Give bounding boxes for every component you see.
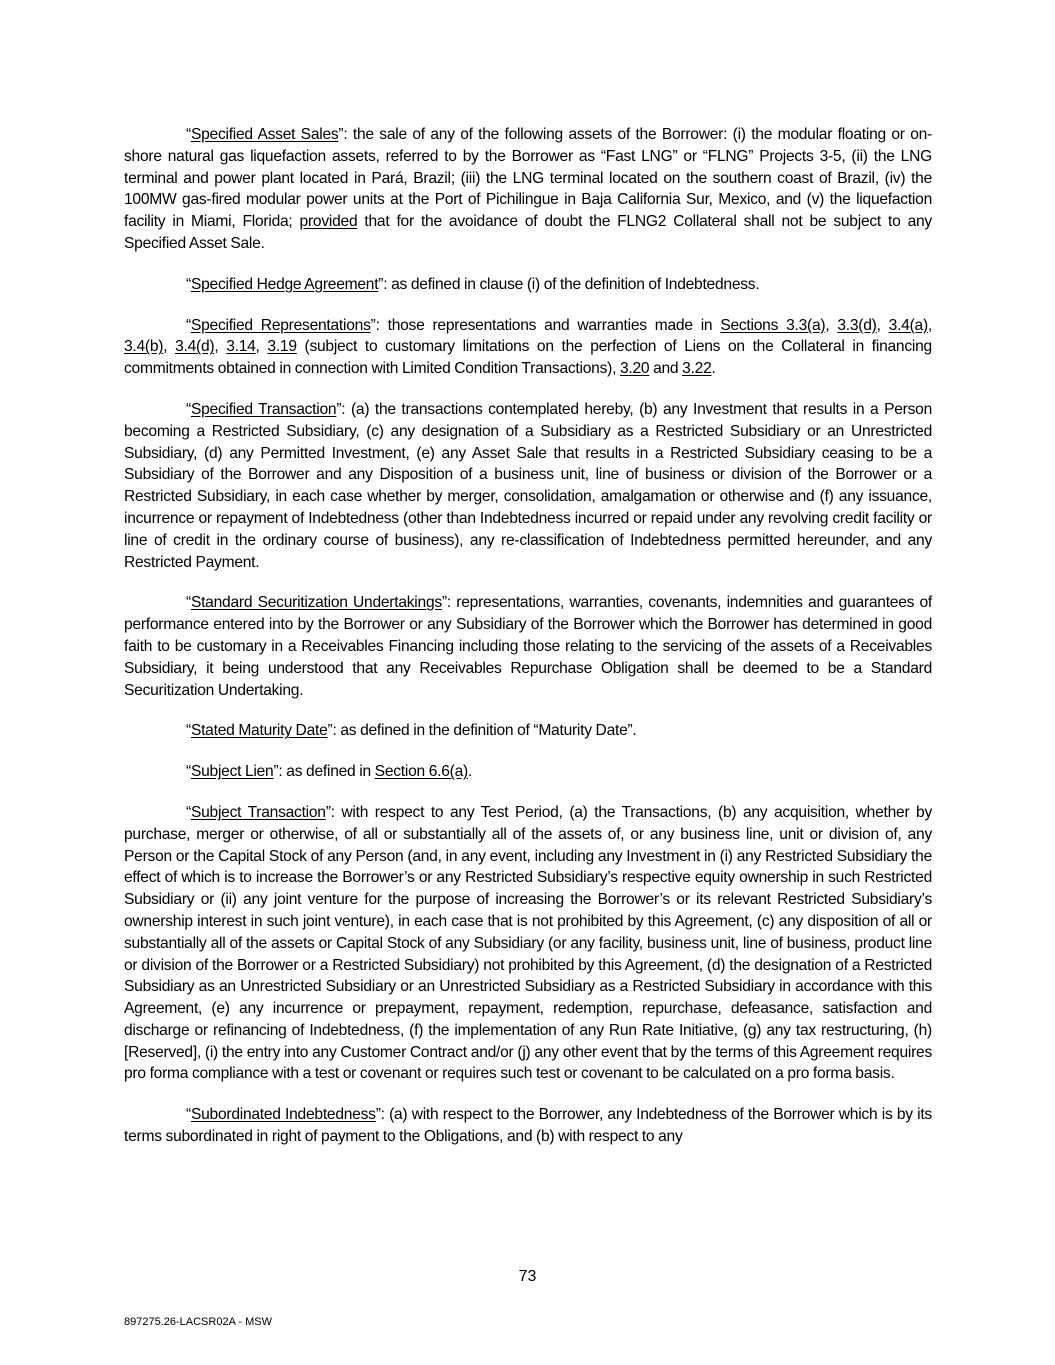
cross-reference: 3.4(b): [124, 338, 164, 356]
cross-reference: 3.3(d): [837, 316, 877, 334]
definition-text: ,: [214, 338, 227, 356]
definition-text: that for the avoidance of doubt the FLNG2 Collateral shall not be subject to any Specified Asset Sale.: [124, 213, 932, 252]
definition-text: as defined in clause (i) of the definition of Indebtedness.: [391, 275, 760, 293]
cross-reference: 3.14: [226, 338, 256, 356]
definition-paragraph: “Subject Lien”: as defined in Section 6.6(a).: [186, 763, 473, 781]
defined-term: Specified Transaction: [190, 400, 337, 418]
cross-reference: 3.4(a): [888, 316, 928, 334]
defined-term: Subordinated Indebtedness: [190, 1106, 376, 1124]
definition-text: ,: [255, 338, 268, 356]
definition-text: ,: [825, 316, 838, 334]
definition-text: (subject to customary limitations on the perfection of Liens on the Collateral in financing commitments obtained in connection with Limited Condition Transactions),: [124, 338, 932, 378]
defined-term: Specified Hedge Agreement: [190, 275, 379, 293]
definition-paragraph: “Standard Securitization Undertakings”: representations, warranties, covenants, indemnities and guarantees of performance entered into by the Borrower or any Subsidiary of the Borrower which the Borrower has determined in good faith to be customary in a Receivables Financing including those relating to the servicing of the assets of a Receivables Subsidiary, it being understood that any Receivables Repurchase Obligation shall be deemed to be a Standard Securitization Undertaking.: [124, 594, 933, 699]
definition-text: with respect to any Test Period, (a) the Transactions, (b) any acquisition, whether by purchase, merger or otherwise, of all or substantially all of the assets of, or any business line, unit or division of, any Person or the Capital Stock of any Person (and, in any event, including any Investment in (i) any Restricted Subsidiary the effect of which is to increase the Borrower’s or any Restricted Subsidiary’s respective equity ownership in such Restricted Subsidiary or (ii) any joint venture for the purpose of increasing the Borrower’s or its relevant Restricted Subsidiary’s ownership interest in such joint venture), in each case that is not prohibited by this Agreement, (c) any disposition of all or substantially all of the assets or Capital Stock of any Subsidiary (or any facility, business unit, line of business, product line or division of the Borrower or a Restricted Subsidiary) not prohibited by this Agreement, (d) the designation of a Restricted Subsidiary as an Unrestricted Subsidiary or an Unrestricted Subsidiary as a Restricted Subsidiary in accordance with this Agreement, (e) any incurrence or prepayment, repayment, redemption, repurchase, defeasance, satisfaction and discharge or refinancing of Indebtedness, (f) the implementation of any Run Rate Initiative, (g) any tax restructuring, (h) [Reserved], (i) the entry into any Customer Contract and/or (j) any other event that by the terms of this Agreement requires pro forma compliance with a test or covenant or requires such test or covenant to be calculated on a pro forma basis.: [124, 803, 933, 1083]
definition-paragraph: “Specified Hedge Agreement”: as defined in clause (i) of the definition of Indebtedness.: [186, 275, 760, 293]
definition-text: and: [649, 360, 683, 378]
defined-term: Stated Maturity Date: [190, 722, 328, 740]
definition-text: (a) with respect to the Borrower, any Indebtedness of the Borrower which is by its terms subordinated in right of payment to the Obligations, and (b) with respect to any: [124, 1106, 932, 1146]
defined-term: Specified Representations: [190, 316, 371, 334]
defined-term: Standard Securitization Undertakings: [190, 594, 442, 612]
defined-term: Subject Transaction: [190, 803, 326, 821]
definition-text: as defined in the definition of “Maturity Date”.: [340, 722, 637, 740]
cross-reference: provided: [299, 213, 358, 231]
definition-text: ,: [163, 338, 176, 356]
defined-term: Subject Lien: [190, 763, 274, 781]
cross-reference: 3.19: [267, 338, 297, 356]
definition-text: .: [467, 763, 473, 781]
definition-paragraph: “Subordinated Indebtedness”: (a) with respect to the Borrower, any Indebtedness of the Borrower which is by its terms subordinated in right of payment to the Obligations, and (b) with respect to any: [124, 1106, 932, 1146]
definition-text: representations, warranties, covenants, indemnities and guarantees of performance entered into by the Borrower or any Subsidiary of the Borrower which the Borrower has determined in good faith to be customary in a Receivables Financing including those relating to the servicing of the assets of a Receivables Subsidiary, it being understood that any Receivables Repurchase Obligation shall be deemed to be a Standard Securitization Undertaking.: [124, 594, 933, 699]
definition-paragraph: “Specified Asset Sales”: the sale of any of the following assets of the Borrower: (i) the modular floating or on-shore natural gas liquefaction assets, referred to by the Borrower as “Fast LNG” or “FLNG” Projects 3-5, (ii) the LNG terminal and power plant located in Pará, Brazil; (iii) the LNG terminal located on the southern coast of Brazil, (iv) the 100MW gas-fired modular power units at the Port of Pichilingue in Baja California Sur, Mexico, and (v) the liquefaction facility in Miami, Florida; provided that for the avoidance of doubt the FLNG2 Collateral shall not be subject to any Specified Asset Sale.: [124, 126, 932, 252]
definition-paragraph: “Subject Transaction”: with respect to any Test Period, (a) the Transactions, (b) any acquisition, whether by purchase, merger or otherwise, of all or substantially all of the assets of, or any business line, unit or division of, any Person or the Capital Stock of any Person (and, in any event, including any Investment in (i) any Restricted Subsidiary the effect of which is to increase the Borrower’s or any Restricted Subsidiary’s respective equity ownership in such Restricted Subsidiary or (ii) any joint venture for the purpose of increasing the Borrower’s or its relevant Restricted Subsidiary’s ownership interest in such joint venture), in each case that is not prohibited by this Agreement, (c) any disposition of all or substantially all of the assets or Capital Stock of any Subsidiary (or any facility, business unit, line of business, product line or division of the Borrower or a Restricted Subsidiary) not prohibited by this Agreement, (d) the designation of a Restricted Subsidiary as an Unrestricted Subsidiary or an Unrestricted Subsidiary as a Restricted Subsidiary in accordance with this Agreement, (e) any incurrence or prepayment, repayment, redemption, repurchase, defeasance, satisfaction and discharge or refinancing of Indebtedness, (f) the implementation of any Run Rate Initiative, (g) any tax restructuring, (h) [Reserved], (i) the entry into any Customer Contract and/or (j) any other event that by the terms of this Agreement requires pro forma compliance with a test or covenant or requires such test or covenant to be calculated on a pro forma basis.: [124, 803, 933, 1083]
cross-reference: Sections 3.3(a): [720, 316, 826, 334]
cross-reference: Section 6.6(a): [374, 763, 468, 781]
defined-term: Specified Asset Sales: [190, 126, 339, 143]
definition-paragraph: “Stated Maturity Date”: as defined in the definition of “Maturity Date”.: [186, 722, 637, 740]
cross-reference: 3.22: [682, 360, 712, 378]
definition-text: those representations and warranties made in: [387, 316, 721, 334]
definition-paragraph: “Specified Representations”: those representations and warranties made in Sections 3.3(a), 3.3(d), 3.4(a), 3.4(b), 3.4(d), 3.14, 3.19 (subject to customary limitations on the perfection of Liens on the Collateral in financing commitments obtained in connection with Limited Condition Transactions), 3.20 and 3.22.: [124, 316, 932, 378]
cross-reference: 3.4(d): [175, 338, 215, 356]
definition-text: the sale of any of the following assets of the Borrower: (i) the modular floating or on-shore natural gas liquefaction assets, referred to by the Borrower as “Fast LNG” or “FLNG” Projects 3-5, (ii) the LNG terminal and power plant located in Pará, Brazil; (iii) the LNG terminal located on the southern coast of Brazil, (iv) the 100MW gas-fired modular power units at the Port of Pichilingue in Baja California Sur, Mexico, and (v) the liquefaction facility in Miami, Florida;: [124, 126, 932, 231]
definition-text: ,: [876, 316, 889, 334]
definition-text: (a) the transactions contemplated hereby, (b) any Investment that results in a Person becoming a Restricted Subsidiary, (c) any designation of a Subsidiary as a Restricted Subsidiary or an Unrestricted Subsidiary, (d) any Permitted Investment, (e) any Asset Sale that results in a Restricted Subsidiary ceasing to be a Subsidiary of the Borrower and any Disposition of a business unit, line of business or division of the Borrower or a Restricted Subsidiary, in each case whether by merger, consolidation, amalgamation or otherwise and (f) any issuance, incurrence or repayment of Indebtedness (other than Indebtedness incurred or repaid under any revolving credit facility or line of credit in the ordinary course of business), any re-classification of Indebtedness permitted hereunder, and any Restricted Payment.: [124, 400, 932, 571]
definition-text: as defined in: [286, 763, 375, 781]
page-number: 73: [518, 1268, 537, 1285]
document-body: [124, 124, 932, 1167]
definition-text: .: [711, 360, 716, 378]
footer-document-id: 897275.26-LACSR02A - MSW: [124, 1316, 272, 1328]
cross-reference: 3.20: [619, 360, 650, 378]
definition-text: ,: [927, 316, 932, 334]
definition-paragraph: “Specified Transaction”: (a) the transactions contemplated hereby, (b) any Investment that results in a Person becoming a Restricted Subsidiary, (c) any designation of a Subsidiary as a Restricted Subsidiary or an Unrestricted Subsidiary, (d) any Permitted Investment, (e) any Asset Sale that results in a Restricted Subsidiary ceasing to be a Subsidiary of the Borrower and any Disposition of a business unit, line of business or division of the Borrower or a Restricted Subsidiary, in each case whether by merger, consolidation, amalgamation or otherwise and (f) any issuance, incurrence or repayment of Indebtedness (other than Indebtedness incurred or repaid under any revolving credit facility or line of credit in the ordinary course of business), any re-classification of Indebtedness permitted hereunder, and any Restricted Payment.: [124, 400, 932, 571]
